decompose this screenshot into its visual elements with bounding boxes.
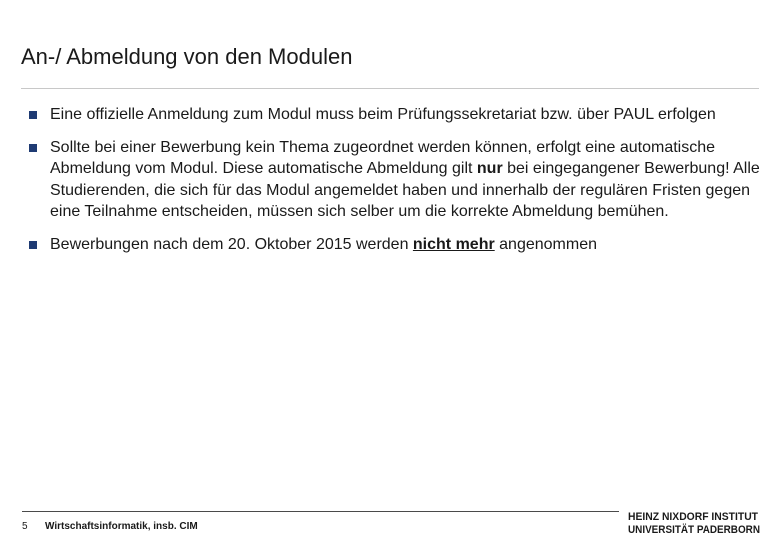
bullet-text-before: Bewerbungen nach dem 20. Oktober 2015 werden	[50, 235, 413, 253]
bullet-item-registration	[29, 104, 761, 126]
bullet-list	[29, 104, 761, 266]
footer-divider	[22, 511, 619, 512]
bullet-text-after: bei eingegangener Bewerbung! Alle Studierenden, die sich für das Modul angemeldet haben und innerhalb der regulären Fristen gegen eine Teilnahme entscheiden, müssen sich selber um die korrekte Abmeldung bemühen.	[50, 160, 760, 220]
footer-text: Wirtschaftsinformatik, insb. CIM	[45, 521, 198, 532]
bullet-text: Eine offizielle Anmeldung zum Modul muss beim Prüfungssekretariat bzw. über PAUL erfolgen	[50, 106, 716, 123]
heinz-nixdorf-institut-logo	[628, 508, 777, 536]
bullet-item-deadline	[29, 234, 761, 256]
square-bullet-icon	[29, 241, 37, 249]
bullet-emphasis: nicht mehr	[412, 235, 495, 253]
bullet-text-after: angenommen	[494, 235, 597, 253]
square-bullet-icon	[29, 144, 37, 152]
page-title: An-/ Abmeldung von den Modulen	[21, 44, 353, 69]
bullet-emphasis: nur	[476, 160, 503, 177]
bullet-text-before: Sollte bei einer Bewerbung kein Thema zugeordnet werden können, erfolgt eine automatische Abmeldung vom Modul. Diese automatische Abmeldung gilt	[50, 138, 716, 177]
logo-line-1: HEINZ NIXDORF INSTITUT	[628, 511, 759, 523]
bullet-item-automatic-deregistration	[29, 137, 761, 223]
title-divider	[21, 88, 759, 89]
logo-line-2: UNIVERSITÄT PADERBORN	[628, 524, 777, 536]
square-bullet-icon	[29, 111, 37, 119]
page-number: 5	[22, 521, 28, 532]
